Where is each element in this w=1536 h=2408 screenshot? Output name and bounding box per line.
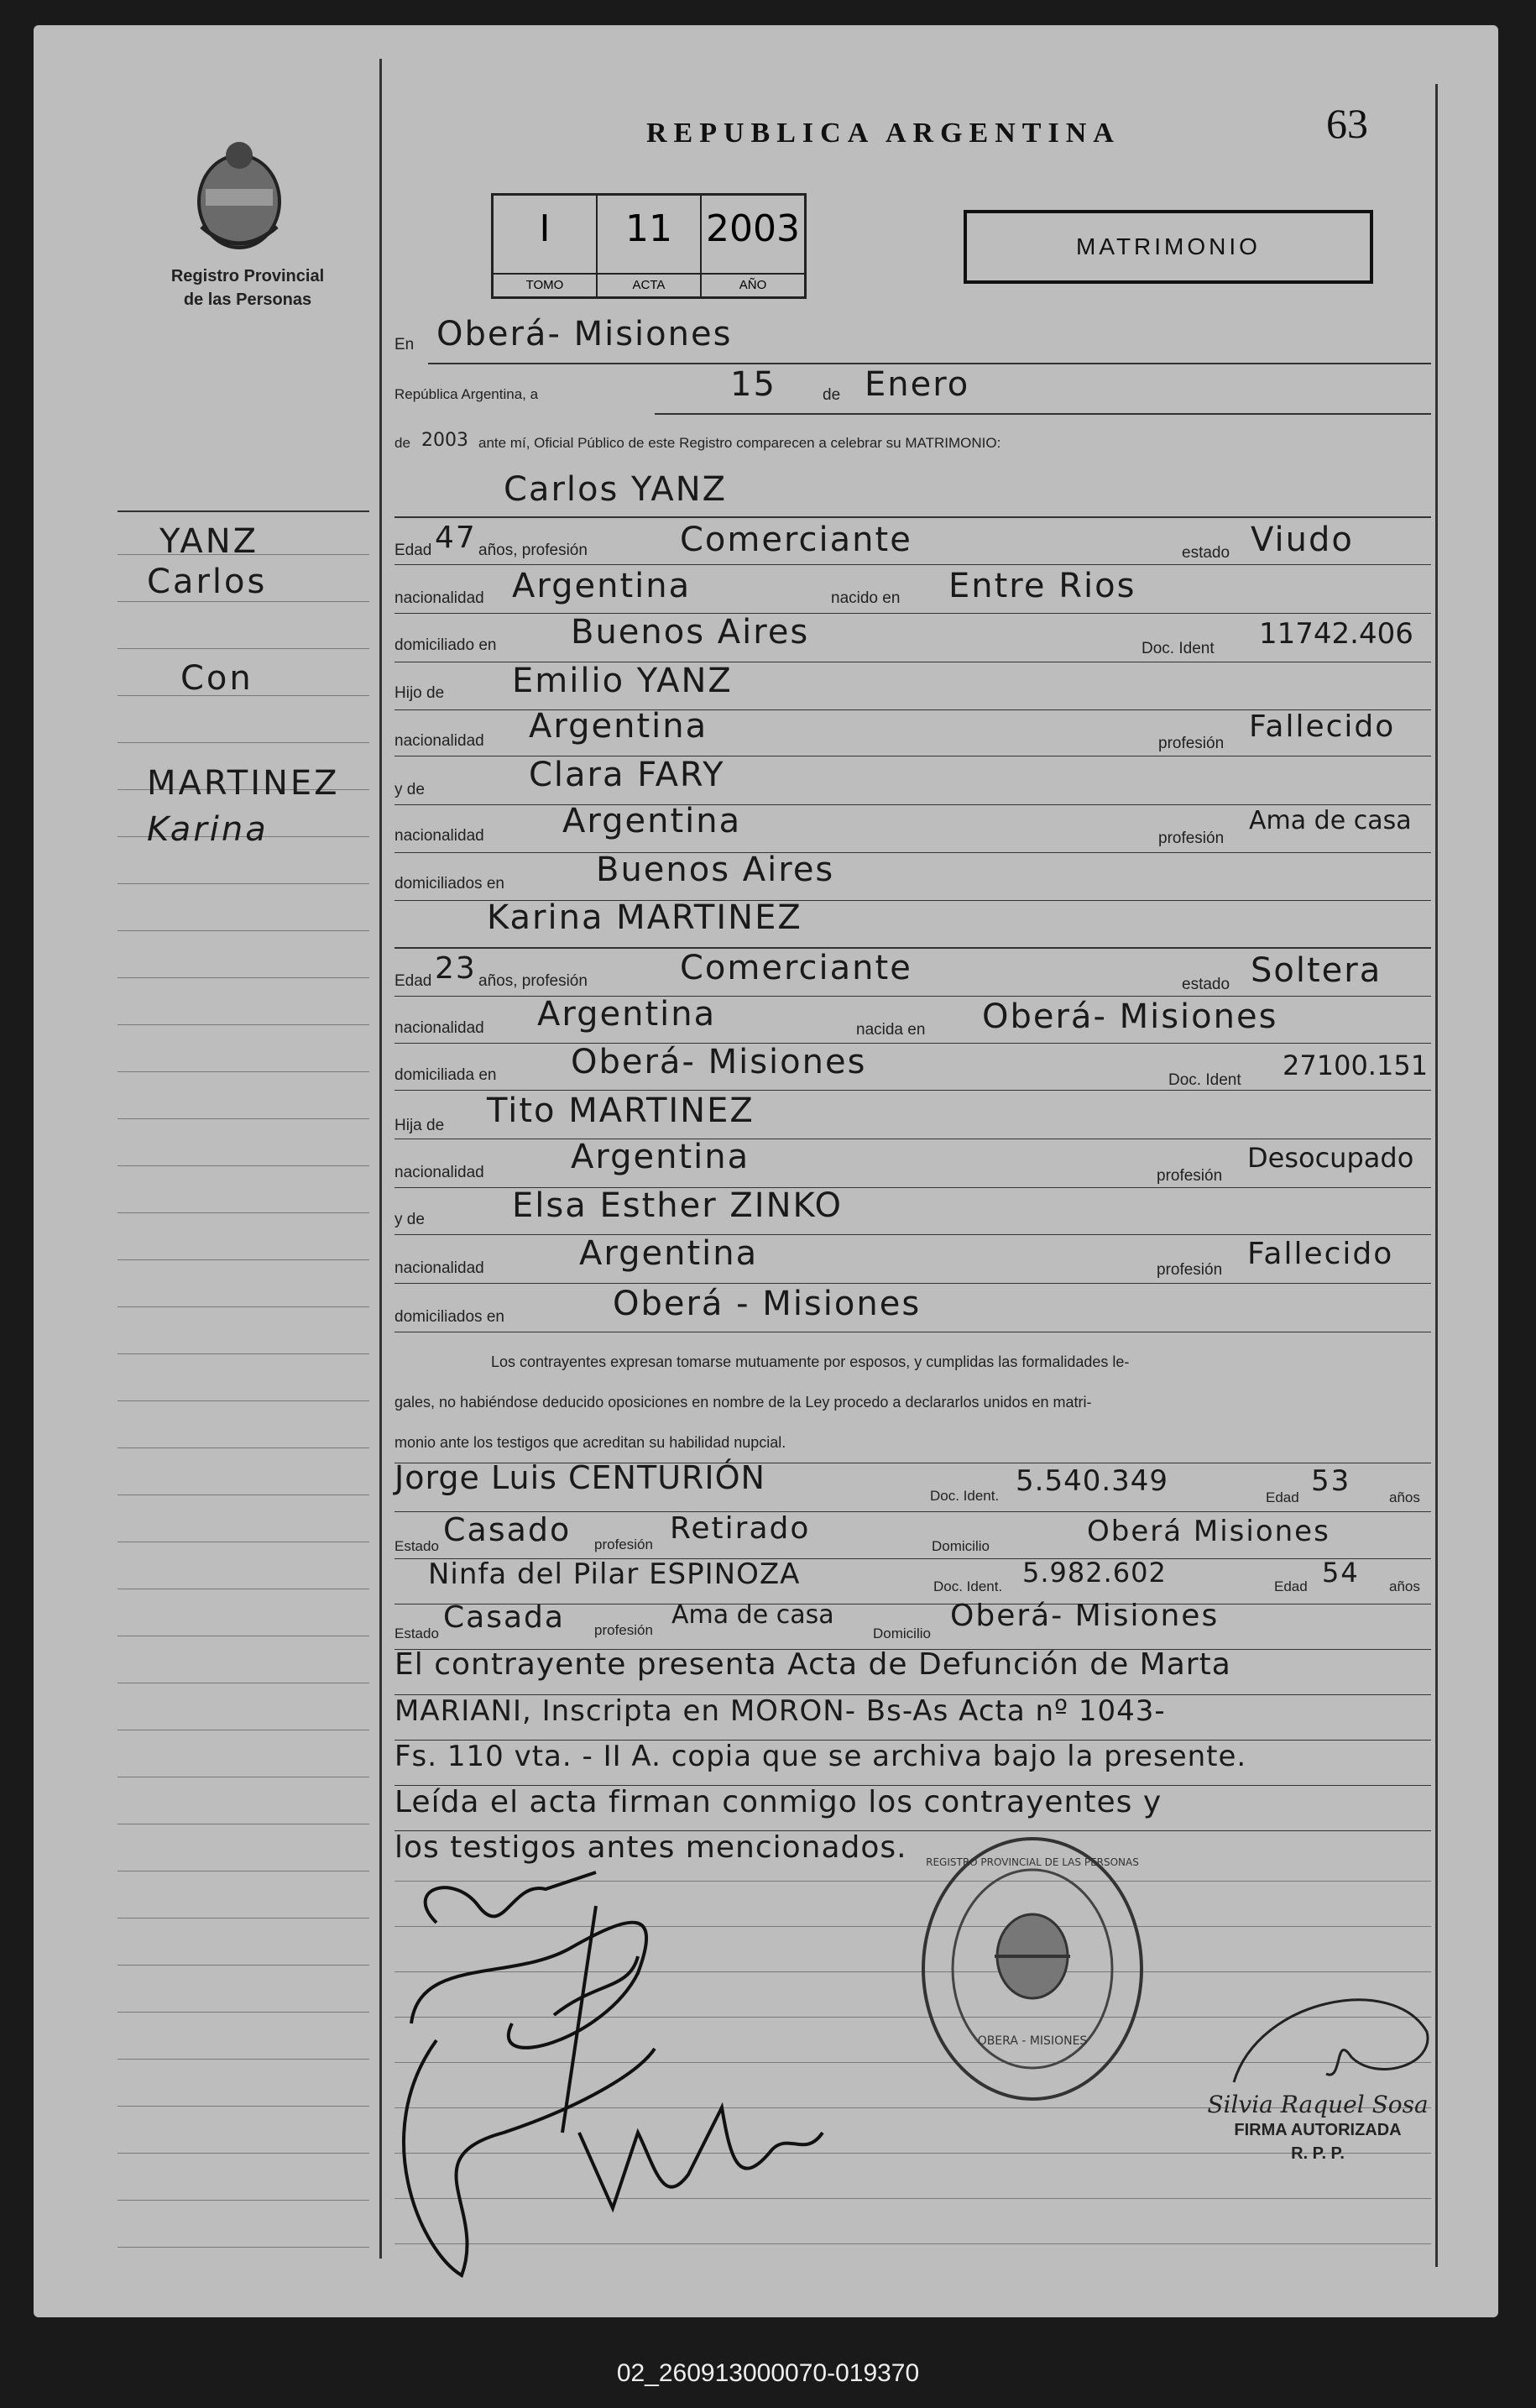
declaration-line2: gales, no habiéndose deducido oposiciones en nombre de la Ley procedo a declararlos unidos en matri- — [394, 1394, 1092, 1411]
declaration-line3: monio ante los testigos que acreditan su habilidad nupcial. — [394, 1434, 786, 1451]
bride-father: Tito MARTINEZ — [487, 1091, 755, 1130]
witness2-doc-label: Doc. Ident. — [933, 1578, 1003, 1594]
volume-table — [491, 193, 807, 299]
authorized-signature-block — [1192, 2091, 1444, 2165]
groom-mother: Clara FARY — [529, 756, 725, 794]
tomo-cell — [494, 196, 598, 296]
margin-bride-first: Karina — [147, 810, 269, 849]
bride-yde-label: y de — [394, 1211, 425, 1228]
bride-name: Karina MARTINEZ — [487, 898, 802, 937]
witness2-domicile: Oberá- Misiones — [950, 1599, 1220, 1633]
bride-doc-label: Doc. Ident — [1168, 1071, 1241, 1089]
bride-father-nac-label: nacionalidad — [394, 1164, 484, 1181]
margin-rule — [118, 601, 369, 602]
authorized-office: R. P. P. — [1291, 2144, 1345, 2163]
bride-father-profession: Desocupado — [1247, 1142, 1414, 1174]
document-type-box: MATRIMONIO — [964, 210, 1373, 284]
margin-rule — [118, 1447, 369, 1448]
witness2-dom-label: Domicilio — [873, 1625, 931, 1641]
groom-mother-prof-label: profesión — [1158, 830, 1225, 847]
bride-birthplace: Oberá- Misiones — [982, 997, 1278, 1036]
margin-rule — [118, 2106, 369, 2107]
intro-statement: ante mí, Oficial Público de este Registro comparecen a celebrar su MATRIMONIO: — [478, 435, 1001, 451]
witness1-profession: Retirado — [670, 1511, 811, 1546]
groom-parents-dom-label: domiciliados en — [394, 875, 504, 893]
ano-value: 2003 — [706, 207, 800, 250]
margin-rule — [118, 977, 369, 978]
margin-groom-surname: YANZ — [159, 522, 259, 561]
groom-mother-profession: Ama de casa — [1249, 806, 1412, 835]
tomo-label: TOMO — [494, 273, 596, 296]
groom-father-prof-label: profesión — [1158, 735, 1225, 752]
ano-cell — [702, 196, 804, 296]
bride-parents-dom-label: domiciliados en — [394, 1308, 504, 1326]
groom-doc-label: Doc. Ident — [1142, 640, 1215, 657]
notes-line3: Fs. 110 vta. - II A. copia que se archiva bajo la presente. — [394, 1740, 1247, 1773]
bride-father-prof-label: profesión — [1157, 1167, 1223, 1185]
groom-nacido-label: nacido en — [831, 589, 901, 607]
groom-prof-label: años, profesión — [478, 542, 588, 559]
registry-seal-icon — [915, 1830, 1150, 2107]
witness1-age: 53 — [1311, 1464, 1351, 1498]
ano-label: AÑO — [702, 273, 804, 296]
place-value: Oberá- Misiones — [436, 315, 733, 353]
bride-mother-prof-label: profesión — [1157, 1261, 1223, 1279]
witness1-estado: Casado — [443, 1511, 572, 1548]
margin-rule — [118, 2059, 369, 2060]
margin-rule — [118, 1259, 369, 1260]
registry-line2: de las Personas — [183, 291, 312, 309]
bride-profession: Comerciante — [680, 949, 912, 987]
margin-rule — [118, 1118, 369, 1119]
witness1-doc-label: Doc. Ident. — [930, 1488, 1000, 1504]
bride-nacida-label: nacida en — [856, 1021, 926, 1039]
margin-rule — [118, 1071, 369, 1072]
authorized-title: FIRMA AUTORIZADA — [1234, 2121, 1402, 2139]
bride-parents-domicile: Oberá - Misiones — [613, 1285, 922, 1323]
groom-nationality: Argentina — [512, 567, 692, 605]
margin-rule — [118, 1306, 369, 1307]
bride-domicile: Oberá- Misiones — [571, 1043, 867, 1081]
groom-profession: Comerciante — [680, 521, 912, 559]
margin-rule — [118, 930, 369, 931]
groom-name-line — [394, 516, 1431, 518]
margin-rule — [118, 1165, 369, 1166]
declaration-line1: Los contrayentes expresan tomarse mutuamente por esposos, y cumplidas las formalidades le- — [491, 1353, 1130, 1370]
bride-hija-label: Hija de — [394, 1117, 445, 1134]
bride-mother-nationality: Argentina — [579, 1234, 759, 1273]
right-border — [1435, 84, 1438, 2267]
seal-place: OBERA - MISIONES — [977, 2034, 1088, 2048]
bride-father-nationality: Argentina — [571, 1138, 750, 1176]
notes-line5: los testigos antes mencionados. — [394, 1830, 907, 1865]
bride-mother: Elsa Esther ZINKO — [512, 1186, 844, 1225]
groom-civil-state: Viudo — [1251, 521, 1354, 559]
page-number: 63 — [1326, 100, 1368, 147]
witness1-edad-label: Edad — [1266, 1489, 1299, 1505]
groom-birthplace: Entre Rios — [948, 567, 1136, 605]
row-line — [394, 613, 1431, 614]
acta-cell — [598, 196, 702, 296]
margin-rule — [118, 2247, 369, 2248]
day-value: 15 — [730, 365, 776, 404]
witness1-doc: 5.540.349 — [1016, 1464, 1169, 1498]
witness2-name: Ninfa del Pilar ESPINOZA — [428, 1557, 801, 1591]
groom-name: Carlos YANZ — [504, 470, 728, 509]
groom-mother-nac-label: nacionalidad — [394, 827, 484, 845]
acta-value: 11 — [625, 207, 672, 250]
witness1-prof-label: profesión — [594, 1536, 653, 1552]
bride-prof-label: años, profesión — [478, 972, 588, 990]
bride-mother-profession: Fallecido — [1247, 1237, 1394, 1271]
groom-domicile: Buenos Aires — [571, 613, 810, 652]
groom-mother-nationality: Argentina — [562, 802, 742, 840]
month-value: Enero — [865, 365, 970, 404]
groom-father: Emilio YANZ — [512, 662, 733, 700]
row-line — [394, 1043, 1431, 1044]
year-written: 2003 — [421, 430, 468, 451]
witness2-doc: 5.982.602 — [1022, 1557, 1167, 1589]
bride-dom-label: domiciliada en — [394, 1066, 497, 1084]
republica-label: República Argentina, a — [394, 386, 539, 402]
notes-line1: El contrayente presenta Acta de Defunción de Marta — [394, 1647, 1231, 1682]
witness2-estado: Casada — [443, 1600, 565, 1635]
row-line — [394, 1234, 1431, 1235]
margin-with: Con — [180, 659, 253, 698]
witness1-estado-label: Estado — [394, 1538, 439, 1554]
bride-mother-nac-label: nacionalidad — [394, 1259, 484, 1277]
groom-hijo-label: Hijo de — [394, 684, 445, 702]
witness2-anos-label: años — [1389, 1578, 1420, 1594]
witness2-edad-label: Edad — [1274, 1578, 1308, 1594]
witness1-dom-label: Domicilio — [932, 1538, 990, 1554]
row-line — [394, 1283, 1431, 1284]
groom-father-nationality: Argentina — [529, 707, 708, 746]
groom-father-profession: Fallecido — [1249, 709, 1396, 744]
bride-civil-state: Soltera — [1251, 951, 1382, 990]
bride-edad-label: Edad — [394, 972, 432, 990]
tomo-value: I — [539, 207, 551, 250]
margin-rule — [118, 2153, 369, 2154]
date-line — [655, 413, 1431, 415]
place-line — [428, 363, 1431, 364]
groom-edad-label: Edad — [394, 542, 432, 559]
de-label: de — [823, 386, 841, 404]
margin-groom-first: Carlos — [147, 563, 268, 601]
row-line — [394, 564, 1431, 565]
register-page — [34, 25, 1498, 2317]
witness2-profession: Ama de casa — [671, 1600, 834, 1630]
groom-dom-label: domiciliado en — [394, 636, 497, 654]
margin-rule — [118, 2200, 369, 2201]
signatures-icon — [386, 1856, 906, 2292]
groom-estado-label: estado — [1182, 544, 1230, 562]
margin-rule — [118, 883, 369, 884]
margin-rule — [118, 1918, 369, 1919]
margin-rule — [118, 1024, 369, 1025]
margin-divider — [379, 59, 382, 2259]
margin-rule — [118, 1353, 369, 1354]
bride-name-line — [394, 947, 1431, 949]
margin-rule — [118, 1400, 369, 1401]
row-line — [394, 852, 1431, 853]
notes-line4: Leída el acta firman conmigo los contrayentes y — [394, 1785, 1162, 1819]
bride-nac-label: nacionalidad — [394, 1019, 484, 1037]
bride-age: 23 — [435, 951, 477, 986]
margin-rule — [118, 2012, 369, 2013]
margin-rule — [118, 1212, 369, 1213]
footer-code: 02_260913000070-019370 — [616, 2359, 920, 2387]
margin-bride-surname: MARTINEZ — [147, 764, 340, 803]
margin-rule — [118, 648, 369, 649]
seal-text: REGISTRO PROVINCIAL DE LAS PERSONAS — [926, 1856, 1139, 1868]
authorized-name: Silvia Raquel Sosa — [1207, 2091, 1429, 2118]
year-prefix: de — [394, 435, 410, 451]
groom-nac-label: nacionalidad — [394, 589, 484, 607]
page-title: REPUBLICA ARGENTINA — [646, 118, 1121, 149]
witness1-name: Jorge Luis CENTURIÓN — [394, 1459, 765, 1496]
authorized-signature-icon — [1225, 1981, 1444, 2099]
witness1-anos-label: años — [1389, 1489, 1420, 1505]
en-label: En — [394, 336, 415, 353]
groom-yde-label: y de — [394, 781, 425, 798]
bride-nationality: Argentina — [537, 995, 717, 1034]
margin-rule — [118, 1965, 369, 1966]
bride-doc: 27100.151 — [1283, 1050, 1429, 1081]
notes-line2: MARIANI, Inscripta en MORON- Bs-As Acta nº 1043- — [394, 1694, 1166, 1728]
bride-estado-label: estado — [1182, 976, 1230, 993]
argentina-crest-icon — [185, 134, 294, 260]
groom-father-nac-label: nacionalidad — [394, 732, 484, 750]
witness2-prof-label: profesión — [594, 1622, 653, 1638]
registry-name — [151, 264, 344, 311]
groom-parents-domicile: Buenos Aires — [596, 851, 835, 889]
row-line — [394, 1090, 1431, 1091]
acta-label: ACTA — [598, 273, 700, 296]
registry-line1: Registro Provincial — [170, 267, 325, 285]
margin-top-line — [118, 510, 369, 512]
margin-rule — [118, 742, 369, 743]
witness2-estado-label: Estado — [394, 1625, 439, 1641]
groom-age: 47 — [435, 521, 477, 555]
witness1-domicile: Oberá Misiones — [1087, 1515, 1330, 1548]
row-line — [394, 804, 1431, 805]
groom-doc: 11742.406 — [1259, 617, 1413, 651]
witness2-age: 54 — [1322, 1557, 1360, 1589]
